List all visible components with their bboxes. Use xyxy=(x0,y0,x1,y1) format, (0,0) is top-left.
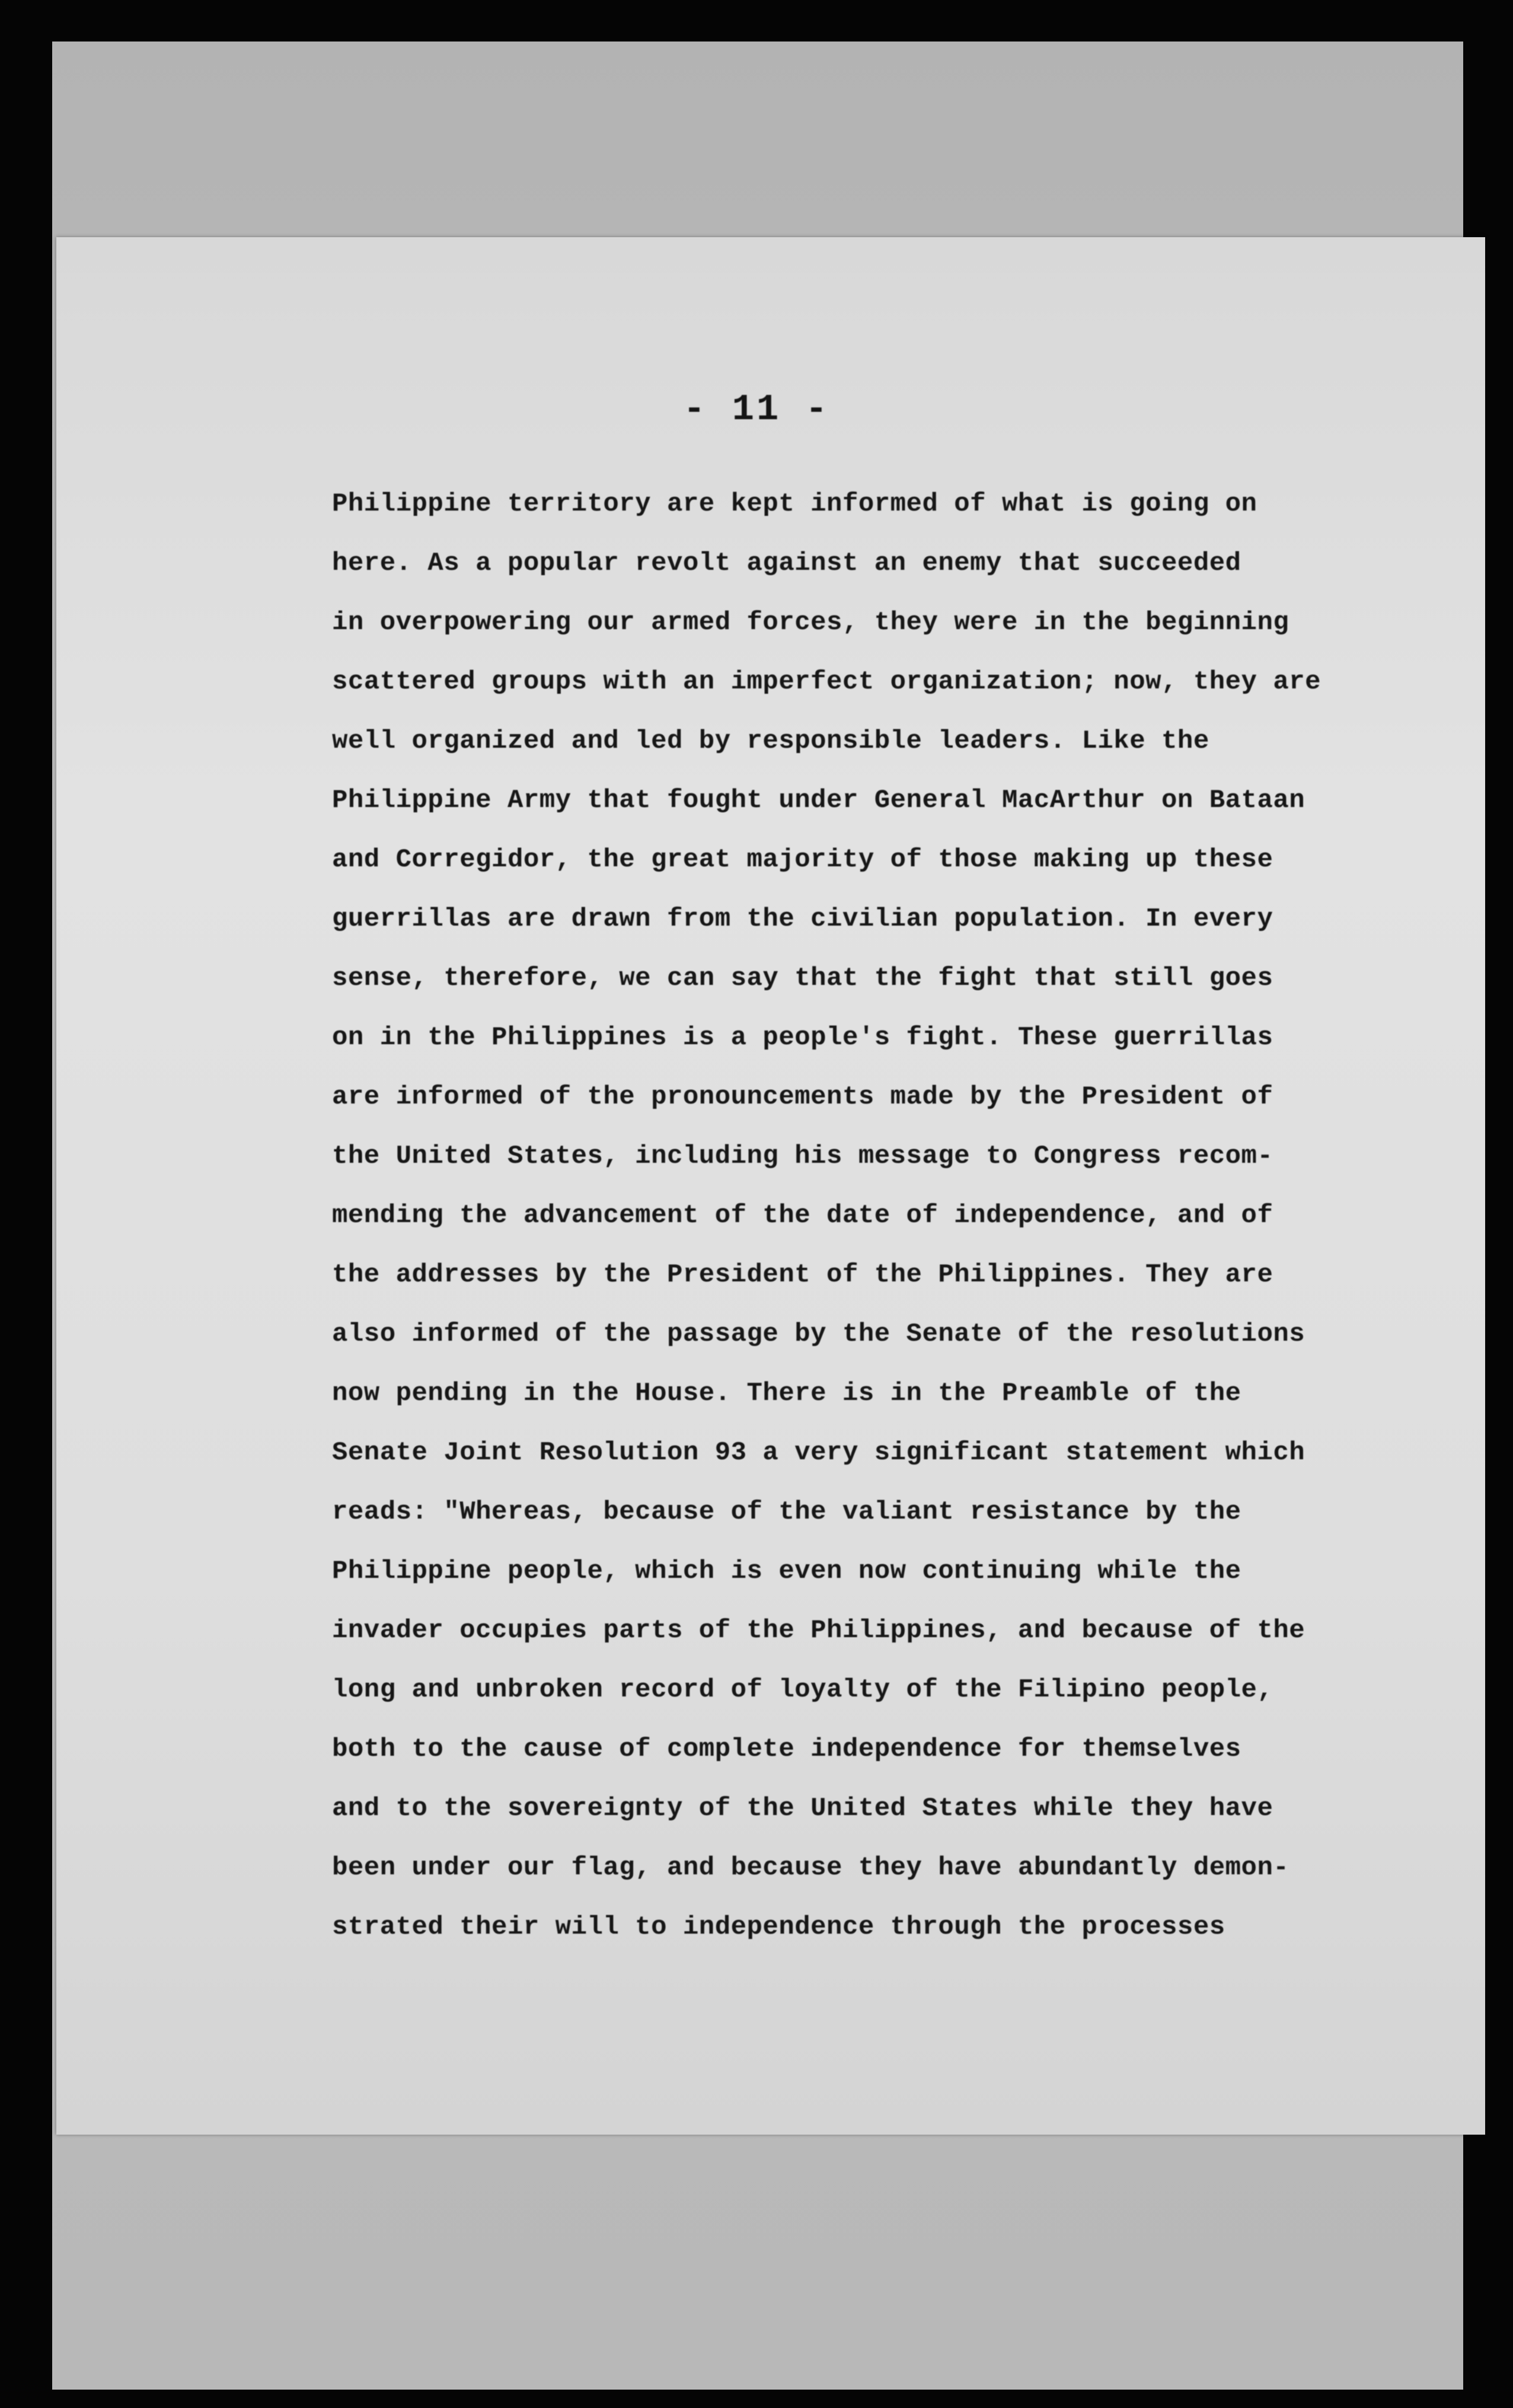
text-line: the United States, including his message to Congress recom- xyxy=(332,1141,1273,1171)
page-number: - 11 - xyxy=(683,388,830,430)
text-line: strated their will to independence through the processes xyxy=(332,1912,1225,1942)
text-line: Philippine people, which is even now continuing while the xyxy=(332,1557,1241,1586)
text-line: here. As a popular revolt against an enemy that succeeded xyxy=(332,548,1241,578)
body-text xyxy=(332,474,1322,1957)
text-line: now pending in the House. There is in the Preamble of the xyxy=(332,1379,1241,1408)
text-line: guerrillas are drawn from the civilian population. In every xyxy=(332,904,1273,934)
text-line: Philippine territory are kept informed of what is going on xyxy=(332,489,1257,519)
text-line: reads: "Whereas, because of the valiant resistance by the xyxy=(332,1497,1241,1527)
text-line: Senate Joint Resolution 93 a very significant statement which xyxy=(332,1438,1305,1468)
text-line: are informed of the pronouncements made by the President of xyxy=(332,1082,1273,1112)
text-line: sense, therefore, we can say that the fight that still goes xyxy=(332,964,1273,993)
text-line: and Corregidor, the great majority of those making up these xyxy=(332,845,1273,875)
text-line: been under our flag, and because they have abundantly demon- xyxy=(332,1853,1289,1883)
text-line: scattered groups with an imperfect organization; now, they are xyxy=(332,667,1322,697)
text-line: invader occupies parts of the Philippines, and because of the xyxy=(332,1616,1305,1645)
text-line: long and unbroken record of loyalty of the Filipino people, xyxy=(332,1675,1273,1705)
text-line: in overpowering our armed forces, they were in the beginning xyxy=(332,608,1289,637)
text-line: on in the Philippines is a people's fight. These guerrillas xyxy=(332,1023,1273,1052)
text-line: and to the sovereignty of the United States while they have xyxy=(332,1794,1273,1823)
text-line: both to the cause of complete independence for themselves xyxy=(332,1734,1241,1764)
text-line: Philippine Army that fought under General MacArthur on Bataan xyxy=(332,786,1305,815)
text-line: also informed of the passage by the Senate of the resolutions xyxy=(332,1319,1305,1349)
text-line: the addresses by the President of the Philippines. They are xyxy=(332,1260,1273,1290)
text-line: well organized and led by responsible leaders. Like the xyxy=(332,726,1209,756)
text-line: mending the advancement of the date of independence, and of xyxy=(332,1201,1273,1230)
